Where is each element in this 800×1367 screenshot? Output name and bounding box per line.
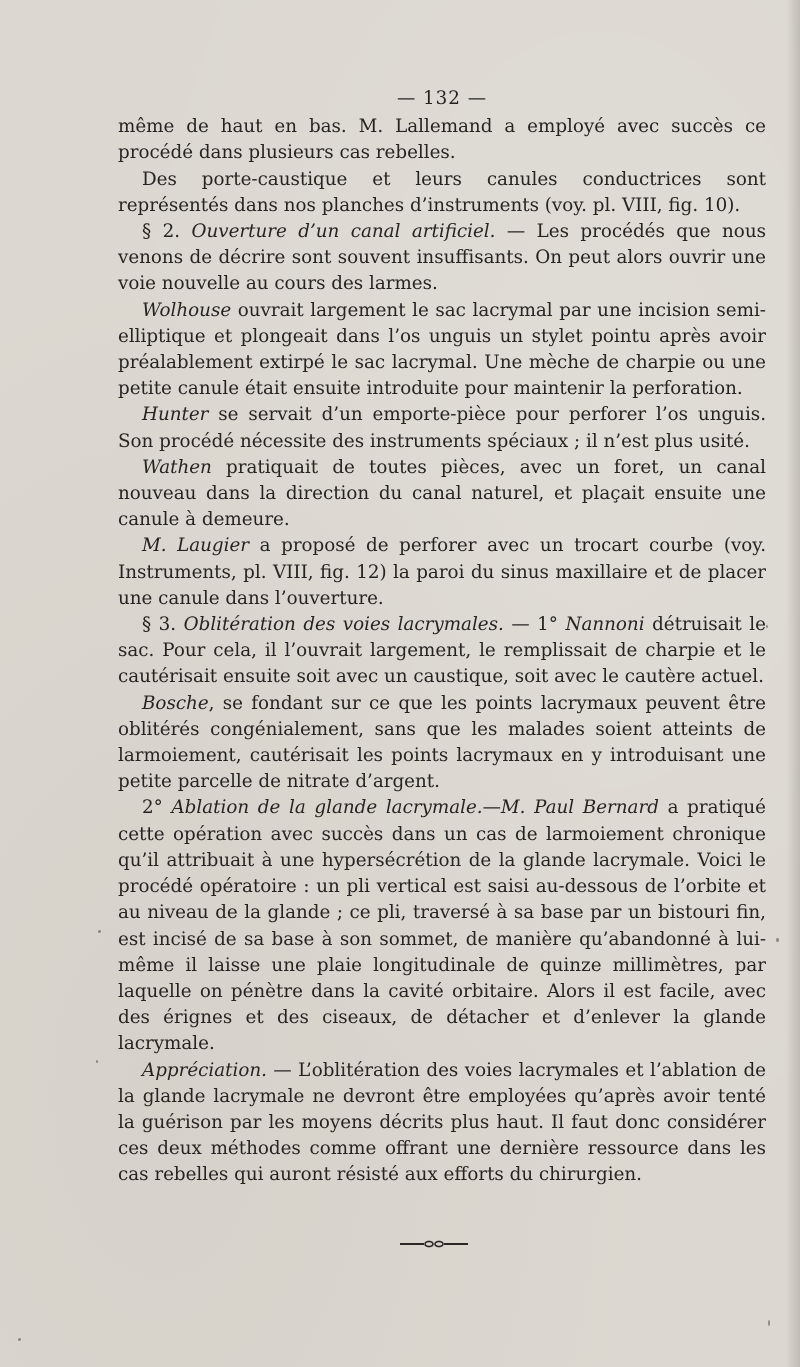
section-3-paragraph xyxy=(118,612,766,691)
continuation-paragraph xyxy=(118,114,766,166)
ablation-paragraph xyxy=(118,795,766,1057)
page-edge-shadow xyxy=(786,0,800,1367)
page-text-block xyxy=(118,86,766,1189)
body-text: a pratiqué cette opération avec succès dans un cas de larmoiement chronique qu’il attribuait à une hypersécrétion de la glande lacrymale. Voici le procédé opératoire : un pli vertical est saisi au-dessous de l’orbite et au niveau de la glande ; ce pli, traversé à sa base par un bistouri fin, est incisé de sa base à son sommet, de manière qu’abandonné à lui-même il laisse une plaie longitudinale de quinze millimètres, par laquelle on pénètre dans la cavité orbitaire. Alors il est facile, avec des érignes et des ciseaux, de détacher et d’enlever la glande lacrymale. xyxy=(118,797,766,1055)
body-text: a proposé de perforer avec un trocart courbe (voy. Instruments, pl. VIII, fig. 12) la paroi du sinus maxillaire et de placer une canule dans l’ouverture. xyxy=(118,535,767,609)
body-text: même de haut en bas. M. Lallemand a employé avec succès ce procédé dans plusieurs cas rebelles. xyxy=(118,116,766,164)
italic-text: Hunter xyxy=(142,404,209,426)
porte-caustique-paragraph xyxy=(118,167,766,219)
body-text: pratiquait de toutes pièces, avec un foret, un canal nouveau dans la direction du canal naturel, et plaçait ensuite une canule à demeure. xyxy=(118,456,766,531)
wolhouse-paragraph xyxy=(118,298,766,403)
italic-text: Wolhouse xyxy=(142,299,232,321)
appreciation-paragraph xyxy=(118,1058,766,1189)
italic-text: Oblitération des voies lacrymales. xyxy=(183,614,504,636)
body-text: § 2. xyxy=(142,221,192,243)
italic-text: M. Paul Bernard xyxy=(500,797,659,819)
italic-text: Wathen xyxy=(142,456,212,478)
body-text: 2° xyxy=(142,797,172,819)
wathen-paragraph xyxy=(118,455,766,534)
body-text: § 3. xyxy=(142,614,184,636)
italic-text: Nannoni xyxy=(565,614,645,636)
body-text: ouvrait largement le sac lacrymal par une incision semi-elliptique et plongeait dans l’os unguis un stylet pointu après avoir préalablement extirpé le sac lacrymal. Une mèche de charpie ou une petite canule était ensuite introduite pour maintenir la perforation. xyxy=(118,299,766,400)
body-text: , se fondant sur ce que les points lacrymaux peuvent être oblitérés congénialement, sans que les malades soient atteints de larmoiement, cautérisait les points lacrymaux en y introduisant une petite parcelle de nitrate d’argent. xyxy=(118,692,766,793)
body-text: Des porte-caustique et leurs canules conductrices sont représentés dans nos planches d’instruments (voy. pl. VIII, fig. 10). xyxy=(118,168,766,216)
page-number-header: — 132 — xyxy=(396,88,488,109)
body-text: — Les procédés que nous venons de décrire sont souvent insuffisants. On peut alors ouvrir une voie nouvelle au cours des larmes. xyxy=(118,221,766,295)
body-text: — 1° xyxy=(503,614,566,636)
body-text: détruisait le sac. Pour cela, il l’ouvrait largement, le remplissait de charpie et le cautérisait ensuite soit avec un caustique, soit avec le cautère actuel. xyxy=(118,614,766,688)
bosche-paragraph xyxy=(118,691,766,796)
italic-text: Ouverture d’un canal artificiel. xyxy=(191,221,496,243)
paragraph-list xyxy=(118,114,766,1188)
hunter-paragraph xyxy=(118,402,766,454)
italic-text: Ablation de la glande lacrymale. xyxy=(171,797,483,819)
italic-text: Appréciation. xyxy=(142,1059,267,1081)
body-text: — L’oblitération des voies lacrymales et l’ablation de la glande lacrymale ne devront être employées qu’après avoir tenté la guérison par les moyens décrits plus haut. Il faut donc considérer ces deux méthodes comme offrant une dernière ressource dans les cas rebelles qui auront résisté aux efforts du chirurgien. xyxy=(118,1059,766,1186)
end-ornament-icon xyxy=(398,1238,470,1250)
italic-text: M. Laugier xyxy=(142,535,250,557)
body-text: se servait d’un emporte-pièce pour perforer l’os unguis. Son procédé nécessite des instruments spéciaux ; il n’est plus usité. xyxy=(118,404,766,452)
italic-text: Bosche xyxy=(142,692,209,714)
laugier-paragraph xyxy=(118,533,766,612)
section-2-paragraph xyxy=(118,219,766,298)
body-text: — xyxy=(482,797,501,819)
